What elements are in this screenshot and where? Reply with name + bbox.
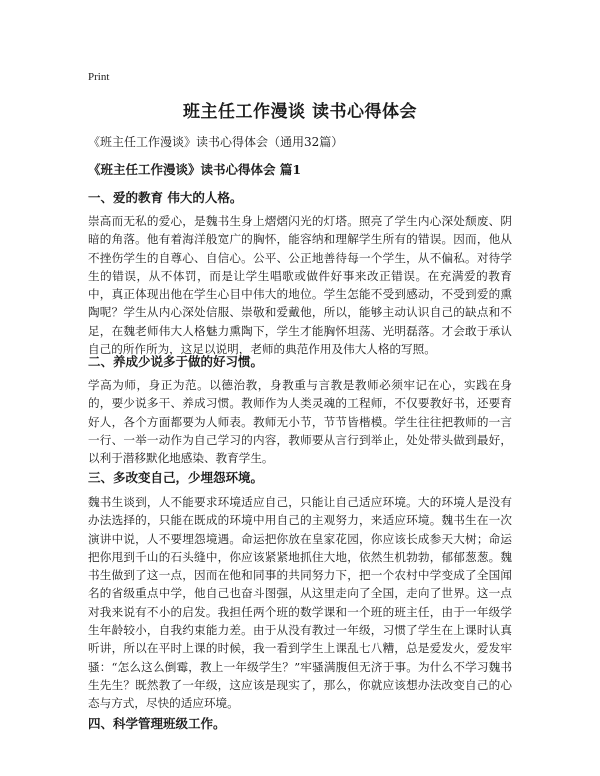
part-heading: 《班主任工作漫谈》读书心得体会 篇1 [88, 162, 302, 177]
section-4-heading: 四、科学管理班级工作。 [88, 716, 226, 731]
section-2-body: 学高为师，身正为范。以德治教，身教重与言教是教师必须牢记在心，实践在身的，要少说多干、养成习惯。教师作为人类灵魂的工程师，不仅要教好书，还要育好人，各个方面都要为人师表。教师无小节，节节皆楷模。学生往往把教师的一言一行、一举一动作为自己学习的内容，教师要从言行到举止，处处带头做到最好，以利于潜移默化地感染、教育学生。 [88, 378, 512, 466]
section-2-heading: 二、养成少说多于做的好习惯。 [88, 354, 264, 369]
document-title: 班主任工作漫谈 读书心得体会 [183, 102, 417, 122]
section-3-heading: 三、多改变自己，少埋怨环境。 [88, 470, 264, 485]
section-1-heading: 一、爱的教育 伟大的人格。 [88, 190, 243, 205]
section-1-body: 崇高而无私的爱心，是魏书生身上熠熠闪光的灯塔。照亮了学生内心深处颓废、阴暗的角落。他有着海洋般宽广的胸怀，能容纳和理解学生所有的错误。因而，他从不挫伤学生的自尊心、自信心。公平、公正地善待每一个学生，从不偏私。对待学生的错误，从不体罚，而是让学生唱歌或做件好事来改正错误。在充满爱的教育中，真正体现出他在学生心目中伟大的地位。学生怎能不受到感动，不受到爱的熏陶呢？学生从内心深处信服、崇敬和爱戴他，所以，能够主动认识自己的缺点和不足，在魏老师伟大人格魅力熏陶下，学生才能胸怀坦荡、光明磊落。才会敢于承认自己的所作所为，这足以说明，老师的典范作用及伟大人格的写照。 [88, 214, 512, 357]
section-3-body: 魏书生谈到，人不能要求环境适应自己，只能让自己适应环境。大的环境人是没有办法选择的，只能在既成的环境中用自己的主观努力，来适应环境。魏书生在一次演讲中说，人不要埋怨境遇。命运把你放在皇家花园，你应该长成参天大树；命运把你甩到千山的石头缝中，你应该紧紧地抓住大地，依然生机勃勃，郁郁葱葱。魏书生做到了这一点，因而在他和同事的共同努力下，把一个农村中学变成了全国闻名的省级重点中学，他自己也奋斗图强，从这里走向了全国，走向了世界。这一点对我来说有不小的启发。我担任两个班的数学课和一个班的班主任，由于一年级学生年龄较小，自我约束能力差。由于从没有教过一年级，习惯了学生在上课时认真听讲，所以在平时上课的时候，我一看到学生上课乱七八糟，总是爱发火，爱发牢骚：“怎么这么倒霉，教上一年级学生？”牢骚满腹但无济于事。为什么不学习魏书生先生？既然教了一年级，这应该是现实了，那么，你就应该想办法改变自己的心态与方式，尽快的适应环境。 [88, 495, 512, 711]
print-label[interactable]: Print [88, 71, 110, 83]
document-subtitle: 《班主任工作漫谈》读书心得体会（通用32篇） [88, 135, 344, 149]
